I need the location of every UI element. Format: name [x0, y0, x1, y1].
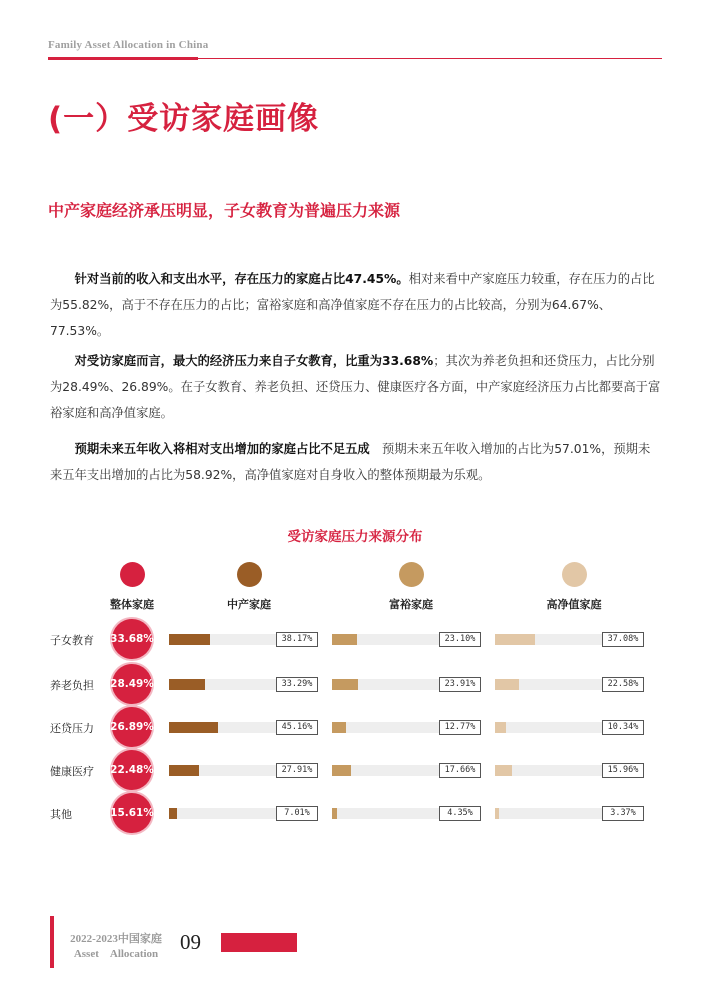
- paragraph-2-bold: 对受访家庭而言，最大的经济压力来自子女教育，比重为33.68%: [74, 354, 434, 368]
- bar-3-row-2: [495, 679, 519, 690]
- bar-track: [495, 634, 603, 645]
- bar-track: [332, 634, 440, 645]
- row-label-1: 子女教育: [50, 634, 94, 647]
- bar-2-row-1: [332, 634, 357, 645]
- legend-label-3: 富裕家庭: [389, 598, 433, 611]
- bar-track: [169, 679, 277, 690]
- paragraph-1: [50, 266, 662, 344]
- header-title: Family Asset Allocation in China: [48, 39, 209, 51]
- bar-track: [495, 808, 603, 819]
- paragraph-3-text: 预期未来五年收入增加的占比为57.01%，预期未来五年支出增加的占比为58.92%，高净值家庭对自身收入的整体预期最为乐观。: [50, 442, 651, 482]
- row-label-3: 还贷压力: [50, 722, 94, 735]
- row-label-4: 健康医疗: [50, 765, 94, 778]
- value-label: 27.91%: [276, 763, 318, 778]
- bar-track: [332, 765, 440, 776]
- value-label: 7.01%: [276, 806, 318, 821]
- bar-track: [169, 634, 277, 645]
- overall-value-circle: 22.48%: [112, 750, 152, 790]
- bar-3-row-5: [495, 808, 499, 819]
- bar-2-row-4: [332, 765, 351, 776]
- paragraph-2-text: ；其次为养老负担和还贷压力，占比分别为28.49%、26.89%。在子女教育、养老负担、还贷压力、健康医疗各方面，中产家庭经济压力占比都要高于富裕家庭和高净值家庭。: [50, 354, 661, 420]
- bar-1-row-5: [169, 808, 177, 819]
- row-label-2: 养老负担: [50, 679, 94, 692]
- footer-report-title: 2022-2023中国家庭: [70, 933, 162, 945]
- bar-3-row-1: [495, 634, 535, 645]
- paragraph-1-text: 相对来看中产家庭压力较重，存在压力的占比为55.82%，高于不存在压力的占比；富裕家庭和高净值家庭不存在压力的占比较高，分别为64.67%、77.53%。: [50, 272, 655, 338]
- bar-track: [332, 679, 440, 690]
- value-label: 10.34%: [602, 720, 644, 735]
- footer-red-block: [221, 933, 297, 952]
- bar-track: [332, 808, 440, 819]
- footer-accent-bar: [50, 916, 54, 968]
- overall-value-circle: 28.49%: [112, 664, 152, 704]
- section-title: (一）受访家庭画像: [48, 101, 320, 137]
- paragraph-3-bold: 预期未来五年收入将相对支出增加的家庭占比不足五成: [74, 442, 370, 456]
- legend-dot-4: [562, 562, 587, 587]
- value-label: 17.66%: [439, 763, 481, 778]
- bar-track: [495, 722, 603, 733]
- header-rule-accent: [48, 57, 198, 60]
- value-label: 22.58%: [602, 677, 644, 692]
- legend-dot-1: [120, 562, 145, 587]
- bar-3-row-4: [495, 765, 512, 776]
- value-label: 38.17%: [276, 632, 318, 647]
- paragraph-1-bold: 针对当前的收入和支出水平，存在压力的家庭占比47.45%。: [74, 272, 409, 286]
- value-label: 37.08%: [602, 632, 644, 647]
- bar-3-row-3: [495, 722, 506, 733]
- bar-track: [495, 679, 603, 690]
- value-label: 23.10%: [439, 632, 481, 647]
- legend-dot-3: [399, 562, 424, 587]
- bar-2-row-3: [332, 722, 346, 733]
- subtitle: 中产家庭经济承压明显，子女教育为普遍压力来源: [48, 201, 401, 220]
- overall-value-circle: 26.89%: [112, 707, 152, 747]
- paragraph-3: [50, 436, 662, 488]
- value-label: 15.96%: [602, 763, 644, 778]
- row-label-5: 其他: [50, 808, 72, 821]
- bar-1-row-4: [169, 765, 199, 776]
- value-label: 33.29%: [276, 677, 318, 692]
- value-label: 23.91%: [439, 677, 481, 692]
- paragraph-2: [50, 348, 662, 426]
- bar-track: [495, 765, 603, 776]
- chart-title: 受访家庭压力来源分布: [287, 529, 423, 545]
- value-label: 3.37%: [602, 806, 644, 821]
- legend-label-4: 高净值家庭: [546, 598, 602, 611]
- bar-2-row-5: [332, 808, 337, 819]
- bar-track: [169, 765, 277, 776]
- footer-report-subtitle: Asset Allocation: [73, 948, 159, 960]
- legend-label-2: 中产家庭: [227, 598, 271, 611]
- bar-track: [169, 722, 277, 733]
- bar-1-row-2: [169, 679, 205, 690]
- overall-value-circle: 33.68%: [112, 619, 152, 659]
- value-label: 45.16%: [276, 720, 318, 735]
- bar-1-row-3: [169, 722, 218, 733]
- bar-2-row-2: [332, 679, 358, 690]
- bar-track: [169, 808, 277, 819]
- value-label: 4.35%: [439, 806, 481, 821]
- value-label: 12.77%: [439, 720, 481, 735]
- bar-track: [332, 722, 440, 733]
- legend-label-1: 整体家庭: [110, 598, 154, 611]
- legend-dot-2: [237, 562, 262, 587]
- overall-value-circle: 15.61%: [112, 793, 152, 833]
- page-number: 09: [180, 930, 201, 954]
- bar-1-row-1: [169, 634, 210, 645]
